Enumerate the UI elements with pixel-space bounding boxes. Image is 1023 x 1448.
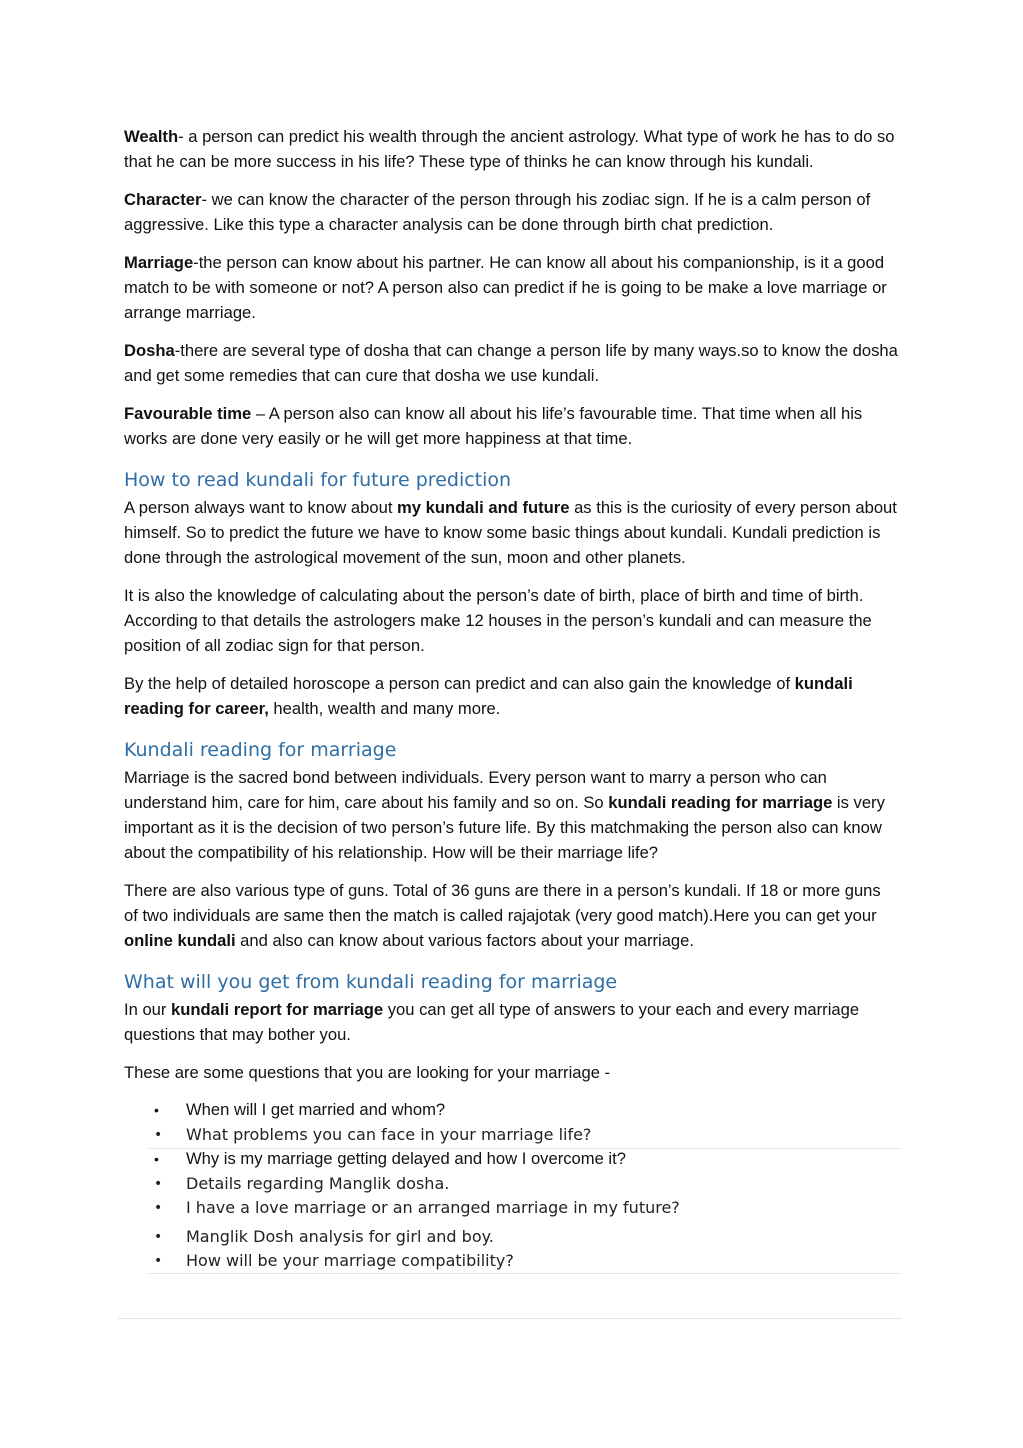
footer-divider [118,1318,902,1319]
list-item: • Why is my marriage getting delayed and how I overcome it? [124,1147,899,1172]
future-paragraph-1: A person always want to know about my kundali and future as this is the curiosity of every person about himself. So to predict the future we have to know some basic things about kundali. Kundali prediction is done through the astrological movement of the sun, moon and other planets. [124,498,897,567]
future-paragraph-3: By the help of detailed horoscope a person can predict and can also gain the knowledge of kundali reading for career, health, wealth and many more. [124,674,853,718]
bullet-icon: • [154,1253,163,1269]
marriage-paragraph-1: Marriage is the sacred bond between individuals. Every person want to marry a person who can understand him, care for him, care about his family and so on. So kundali reading for marriage is very important as it is the decision of two person’s future life. By this matchmaking the person also can know about the compatibility of his relationship. How will be their marriage life? [124,768,885,862]
marriage-paragraph-2: There are also various type of guns. Total of 36 guns are there in a person’s kundali. If 18 or more guns of two individuals are same then the match is called rajajotak (very good match).Here you can get your online kundali and also can know about various factors about your marriage. [124,881,881,950]
document-page [124,124,899,1274]
marriage-paragraph: Marriage-the person can know about his partner. He can know all about his companionship, is it a good match to be with someone or not? A person also can predict if he is going to be make a love marriage or arrange marriage. [124,253,887,322]
wealth-paragraph: Wealth- a person can predict his wealth through the ancient astrology. What type of work he has to do so that he can be more success in his life? These type of thinks he can know through his kundali. [124,127,895,171]
list-item: • When will I get married and whom? [124,1098,899,1123]
term-wealth: Wealth [124,127,179,146]
heading-future-prediction: How to read kundali for future prediction [124,469,512,491]
list-item: • How will be your marriage compatibility? [124,1249,899,1274]
character-paragraph: Character- we can know the character of the person through his zodiac sign. If he is a calm person of aggressive. Like this type a character analysis can be done through birth chat prediction. [124,190,871,234]
divider [148,1148,902,1149]
term-favourable-time: Favourable time [124,404,252,423]
get-paragraph-1: In our kundali report for marriage you can get all type of answers to your each and every marriage questions that may bother you. [124,1000,860,1044]
term-dosha: Dosha [124,341,175,360]
bullet-icon: • [154,1228,163,1245]
bullet-icon: • [154,1102,159,1118]
get-paragraph-2: These are some questions that you are looking for your marriage - [124,1063,611,1082]
heading-what-you-get: What will you get from kundali reading for marriage [124,971,618,993]
term-character: Character [124,190,202,209]
future-paragraph-2: It is also the knowledge of calculating about the person’s date of birth, place of birth and time of birth. According to that details the astrologers make 12 houses in the person’s kundali and can measure the position of all zodiac sign for that person. [124,586,872,655]
bullet-icon: • [154,1126,163,1143]
heading-kundali-marriage: Kundali reading for marriage [124,739,397,761]
list-item: • Details regarding Manglik dosha. [124,1172,899,1197]
term-marriage: Marriage [124,253,194,272]
questions-list [124,1098,899,1274]
list-item: • Manglik Dosh analysis for girl and boy. [124,1225,899,1250]
dosha-paragraph: Dosha-there are several type of dosha that can change a person life by many ways.so to know the dosha and get some remedies that can cure that dosha we use kundali. [124,341,898,385]
list-item: • What problems you can face in your marriage life? [124,1123,899,1148]
bullet-icon: • [154,1151,159,1167]
favourable-time-paragraph: Favourable time – A person also can know all about his life’s favourable time. That time when all his works are done very easily or he will get more happiness at that time. [124,404,863,448]
bullet-icon: • [154,1175,163,1192]
divider [148,1273,902,1274]
bullet-icon: • [154,1200,163,1216]
list-item: • I have a love marriage or an arranged marriage in my future? [124,1196,899,1221]
